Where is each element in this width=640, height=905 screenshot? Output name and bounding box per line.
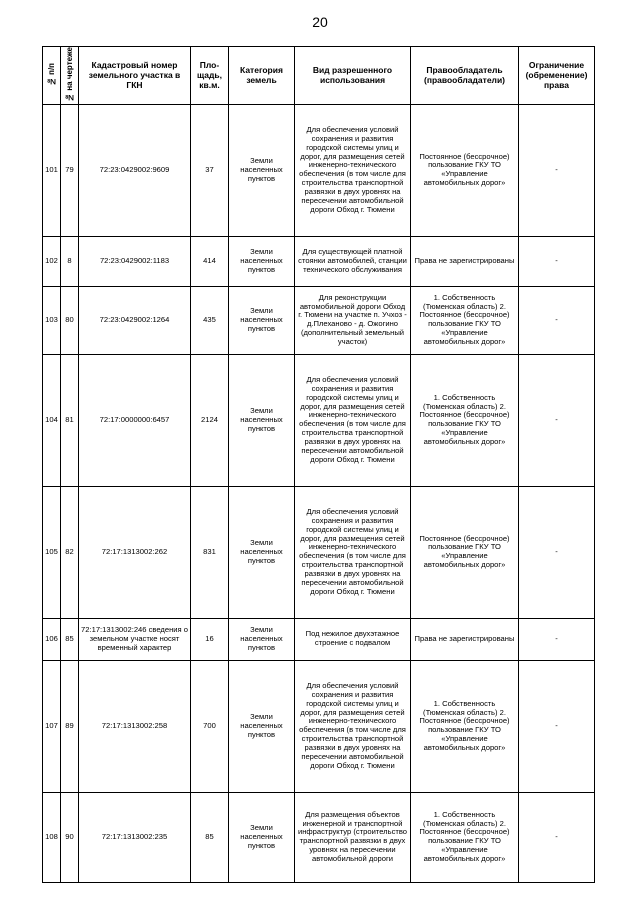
cell-owner: 1. Собственность (Тюменская область) 2. Постоянное (бессрочное) пользование ГКУ ТО «Управление автомобильных дорог»: [411, 354, 519, 486]
header-num: № п/п: [43, 47, 61, 105]
cell-drawing-num: 90: [61, 792, 79, 882]
cell-num: 105: [43, 486, 61, 618]
header-restriction: Ограничение (обременение) права: [519, 47, 595, 105]
table-row: [43, 104, 595, 236]
cell-restriction: -: [519, 792, 595, 882]
cell-area: 414: [191, 236, 229, 286]
table-row: [43, 792, 595, 882]
cell-owner: Постоянное (бессрочное) пользование ГКУ ТО «Управление автомобильных дорог»: [411, 104, 519, 236]
cell-drawing-num: 8: [61, 236, 79, 286]
cell-cadastral: 72:17:1313002:246 сведения о земельном участке носят временный характер: [79, 618, 191, 660]
cell-num: 102: [43, 236, 61, 286]
cell-restriction: -: [519, 354, 595, 486]
cell-category: Земли населенных пунктов: [229, 354, 295, 486]
table-row: [43, 618, 595, 660]
cell-usage: Для обеспечения условий сохранения и развития городской системы улиц и дорог, для размещения сетей инженерно-технического обеспечения (в том числе для строительства транспортной развязки в двух уровнях на пересечении автомобильной дороги Обход г. Тюмени: [295, 486, 411, 618]
cell-cadastral: 72:17:0000000:6457: [79, 354, 191, 486]
cell-restriction: -: [519, 618, 595, 660]
cell-category: Земли населенных пунктов: [229, 618, 295, 660]
header-owner: Правообладатель (правообладатели): [411, 47, 519, 105]
cell-area: 16: [191, 618, 229, 660]
cell-restriction: -: [519, 286, 595, 354]
cell-restriction: -: [519, 104, 595, 236]
cell-usage: Для обеспечения условий сохранения и развития городской системы улиц и дорог, для размещения сетей инженерно-технического обеспечения (в том числе для строительства транспортной развязки в двух уровнях на пересечении автомобильной дороги Обход г. Тюмени: [295, 660, 411, 792]
cell-drawing-num: 89: [61, 660, 79, 792]
cell-drawing-num: 85: [61, 618, 79, 660]
cell-restriction: -: [519, 486, 595, 618]
cell-drawing-num: 79: [61, 104, 79, 236]
cell-num: 101: [43, 104, 61, 236]
table-row: [43, 286, 595, 354]
cell-num: 108: [43, 792, 61, 882]
cell-cadastral: 72:17:1313002:258: [79, 660, 191, 792]
page-number: 20: [312, 14, 328, 30]
cell-owner: Права не зарегистрированы: [411, 236, 519, 286]
cell-area: 435: [191, 286, 229, 354]
table-row: [43, 486, 595, 618]
cell-usage: Для реконструкции автомобильной дороги Обход г. Тюмени на участке п. Учхоз - д.Плеханово - д. Ожогино (дополнительный земельный участок): [295, 286, 411, 354]
cell-category: Земли населенных пунктов: [229, 236, 295, 286]
cell-cadastral: 72:17:1313002:235: [79, 792, 191, 882]
cell-cadastral: 72:23:0429002:1264: [79, 286, 191, 354]
cell-owner: 1. Собственность (Тюменская область) 2. Постоянное (бессрочное) пользование ГКУ ТО «Управление автомобильных дорог»: [411, 792, 519, 882]
table-row: [43, 236, 595, 286]
header-area: Пло-щадь, кв.м.: [191, 47, 229, 105]
cell-category: Земли населенных пунктов: [229, 792, 295, 882]
cell-owner: Постоянное (бессрочное) пользование ГКУ ТО «Управление автомобильных дорог»: [411, 486, 519, 618]
cell-area: 831: [191, 486, 229, 618]
cell-area: 37: [191, 104, 229, 236]
cell-num: 103: [43, 286, 61, 354]
cell-owner: Права не зарегистрированы: [411, 618, 519, 660]
cell-usage: Для размещения объектов инженерной и транспортной инфраструктур (строительство транспортной развязки в двух уровнях на пересечении автомобильной дороги: [295, 792, 411, 882]
cell-drawing-num: 80: [61, 286, 79, 354]
cell-owner: 1. Собственность (Тюменская область) 2. Постоянное (бессрочное) пользование ГКУ ТО «Управление автомобильных дорог»: [411, 286, 519, 354]
cell-area: 85: [191, 792, 229, 882]
header-category: Категория земель: [229, 47, 295, 105]
header-usage: Вид разрешенного использования: [295, 47, 411, 105]
table-row: [43, 660, 595, 792]
cell-usage: Под нежилое двухэтажное строение с подвалом: [295, 618, 411, 660]
cell-category: Земли населенных пунктов: [229, 660, 295, 792]
cell-cadastral: 72:23:0429002:1183: [79, 236, 191, 286]
land-plots-table: [42, 46, 595, 883]
header-cadastral: Кадастровый номер земельного участка в ГКН: [79, 47, 191, 105]
table-body: [43, 104, 595, 882]
cell-restriction: -: [519, 236, 595, 286]
header-row: [43, 47, 595, 105]
cell-drawing-num: 81: [61, 354, 79, 486]
cell-usage: Для существующей платной стоянки автомобилей, станции технического обслуживания: [295, 236, 411, 286]
cell-num: 106: [43, 618, 61, 660]
cell-num: 104: [43, 354, 61, 486]
cell-num: 107: [43, 660, 61, 792]
cell-cadastral: 72:17:1313002:262: [79, 486, 191, 618]
cell-category: Земли населенных пунктов: [229, 104, 295, 236]
cell-area: 700: [191, 660, 229, 792]
table-row: [43, 354, 595, 486]
cell-drawing-num: 82: [61, 486, 79, 618]
cell-category: Земли населенных пунктов: [229, 286, 295, 354]
cell-usage: Для обеспечения условий сохранения и развития городской системы улиц и дорог, для размещения сетей инженерно-технического обеспечения (в том числе для строительства транспортной развязки в двух уровнях на пересечении автомобильной дороги Обход г. Тюмени: [295, 104, 411, 236]
cell-area: 2124: [191, 354, 229, 486]
cell-cadastral: 72:23:0429002:9609: [79, 104, 191, 236]
header-drawing-num: № на чертеже: [61, 47, 79, 105]
cell-owner: 1. Собственность (Тюменская область) 2. Постоянное (бессрочное) пользование ГКУ ТО «Управление автомобильных дорог»: [411, 660, 519, 792]
cell-category: Земли населенных пунктов: [229, 486, 295, 618]
cell-usage: Для обеспечения условий сохранения и развития городской системы улиц и дорог, для размещения сетей инженерно-технического обеспечения (в том числе для строительства транспортной развязки в двух уровнях на пересечении автомобильной дороги Обход г. Тюмени: [295, 354, 411, 486]
cell-restriction: -: [519, 660, 595, 792]
